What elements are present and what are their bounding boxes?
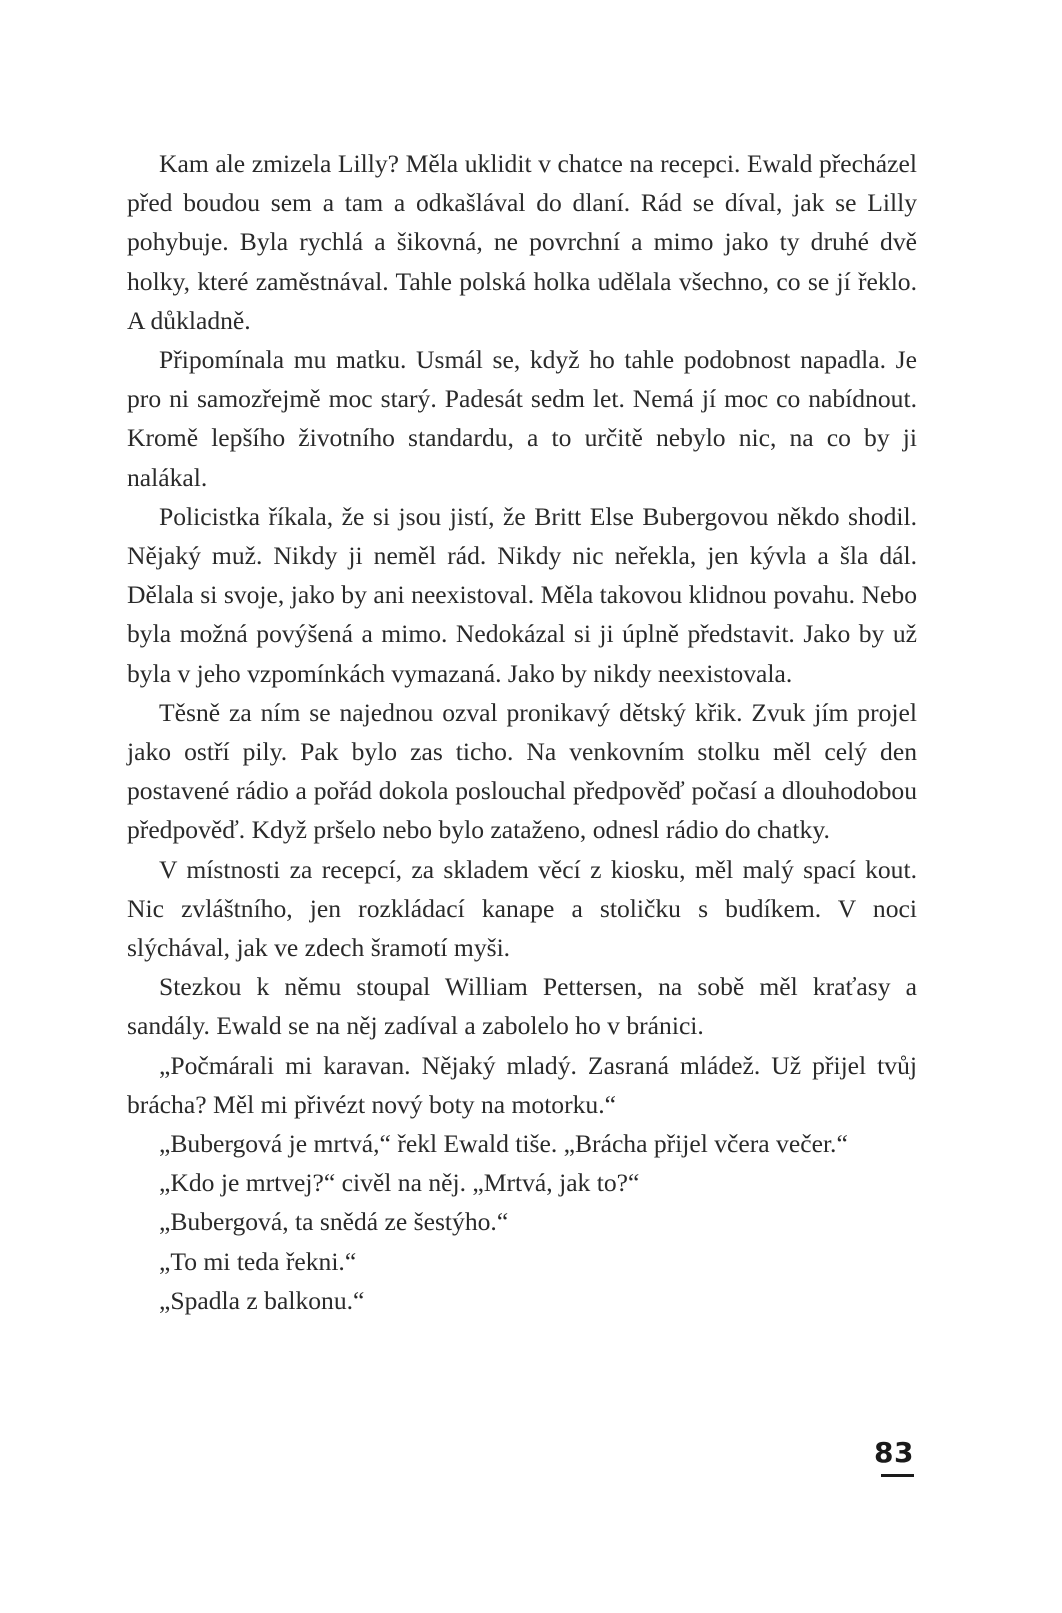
dialog-line: „Kdo je mrtvej?“ civěl na něj. „Mrtvá, jak to?“ xyxy=(159,1168,640,1198)
page-number: 83 xyxy=(874,1436,914,1469)
dialog-line: „Spadla z balkonu.“ xyxy=(159,1285,365,1315)
body-text xyxy=(127,144,917,1320)
paragraph: Stezkou k němu stoupal William Pettersen, na sobě měl kraťasy a sandály. Ewald se na něj zadíval a zabolelo ho v bránici. xyxy=(127,972,917,1041)
paragraph: V místnosti za recepcí, za skladem věcí z kiosku, měl malý spací kout. Nic zvláštního, jen rozkládací kanape a stoličku s budíkem. V noci slýchával, jak ve zdech šramotí myši. xyxy=(127,854,917,963)
page-number-underline xyxy=(881,1474,914,1477)
dialog-line: „To mi teda řekni.“ xyxy=(159,1246,357,1276)
paragraph: Připomínala mu matku. Usmál se, když ho tahle podobnost napadla. Je pro ni samozřejmě moc starý. Padesát sedm let. Nemá jí moc co nabídnout. Kromě lepšího životního standardu, a to určitě nebylo nic, na co by ji nalákal. xyxy=(127,345,917,492)
paragraph: Policistka říkala, že si jsou jistí, že Britt Else Bubergovou někdo shodil. Nějaký muž. Nikdy ji neměl rád. Nikdy nic neřekla, jen kývla a šla dál. Dělala si svoje, jako by ani neexistoval. Měla takovou klidnou povahu. Nebo byla možná povýšená a mimo. Nedokázal si ji úplně představit. Jako by už byla v jeho vzpomínkách vymazaná. Jako by nikdy neexistovala. xyxy=(127,501,917,688)
dialog-line: „Počmárali mi karavan. Nějaký mladý. Zasraná mládež. Už přijel tvůj brácha? Měl mi přivézt nový boty na motorku.“ xyxy=(127,1050,917,1119)
paragraph: Kam ale zmizela Lilly? Měla uklidit v chatce na recepci. Ewald přecházel před boudou sem a tam a odkašlával do dlaní. Rád se díval, jak se Lilly pohybuje. Byla rychlá a šikovná, ne povrchní a mimo jako ty druhé dvě holky, které zaměstnával. Tahle polská holka udělala všechno, co se jí řeklo. A důkladně. xyxy=(127,149,917,335)
paragraph: Těsně za ním se najednou ozval pronikavý dětský křik. Zvuk jím projel jako ostří pily. Pak bylo zas ticho. Na venkovním stolku měl celý den postavené rádio a pořád dokola poslouchal předpověď počasí a dlouhodobou předpověď. Když pršelo nebo bylo zataženo, odnesl rádio do chatky. xyxy=(127,697,917,845)
dialog-line: „Bubergová, ta snědá ze šestýho.“ xyxy=(159,1207,509,1237)
dialog-line: „Bubergová je mrtvá,“ řekl Ewald tiše. „Brácha přijel včera večer.“ xyxy=(159,1129,848,1159)
